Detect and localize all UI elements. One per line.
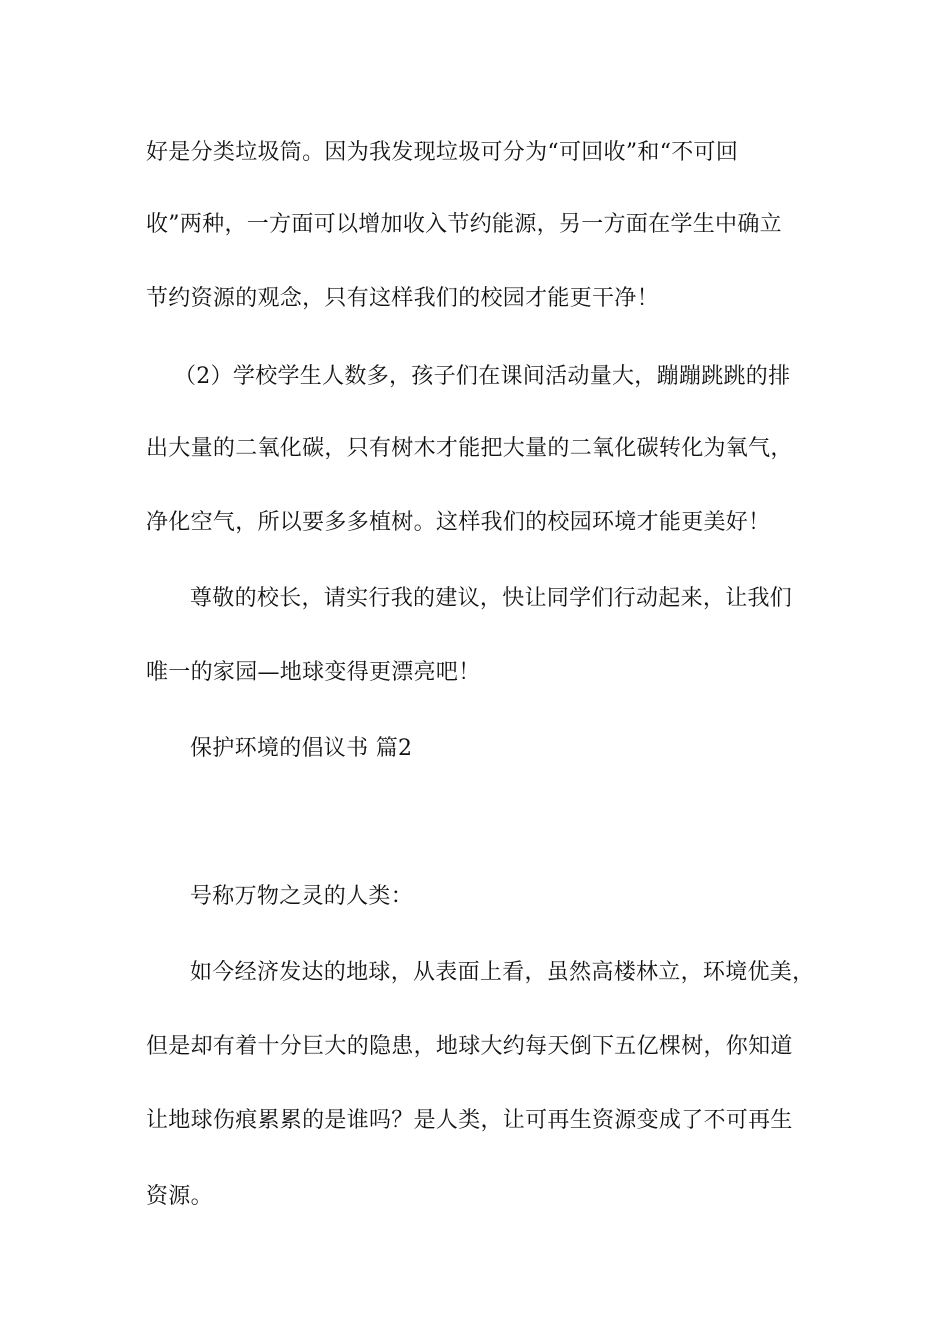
paragraph-line: 出大量的二氧化碳，只有树木才能把大量的二氧化碳转化为氧气，: [146, 436, 793, 461]
paragraph-line: （2）学校学生人数多，孩子们在课间活动量大，蹦蹦跳跳的排: [174, 364, 791, 389]
paragraph-line: 但是却有着十分巨大的隐患，地球大约每天倒下五亿棵树，你知道: [146, 1034, 793, 1059]
paragraph-line: 好是分类垃圾筒。因为我发现垃圾可分为“可回收”和“不可回: [146, 140, 739, 165]
paragraph-line: 如今经济发达的地球，从表面上看，虽然高楼林立，环境优美，: [190, 960, 815, 985]
paragraph-line: 唯一的家园—地球变得更漂亮吧！: [146, 660, 481, 685]
paragraph-line: 净化空气，所以要多多植树。这样我们的校园环境才能更美好！: [146, 510, 771, 535]
section-heading: 保护环境的倡议书 篇2: [190, 736, 413, 761]
paragraph-line: 节约资源的观念，只有这样我们的校园才能更干净！: [146, 286, 659, 311]
paragraph-line: 资源。: [146, 1184, 213, 1209]
paragraph-line: 收”两种，一方面可以增加收入节约能源，另一方面在学生中确立: [146, 212, 782, 237]
paragraph-line: 让地球伤痕累累的是谁吗？是人类，让可再生资源变成了不可再生: [146, 1108, 793, 1133]
salutation: 号称万物之灵的人类：: [190, 884, 414, 909]
paragraph-line: 尊敬的校长，请实行我的建议，快让同学们行动起来，让我们: [190, 586, 793, 611]
